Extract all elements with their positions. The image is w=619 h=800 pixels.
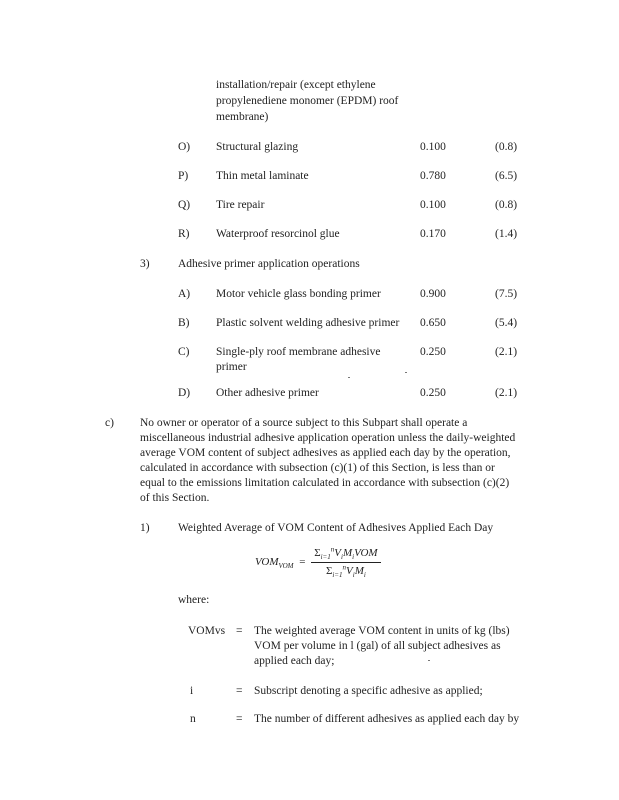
item-r-alt: (1.4) [495, 228, 518, 240]
item-p-name: Thin metal laminate [216, 170, 309, 182]
scan-speck [348, 377, 350, 378]
item-o-label: O) [178, 141, 191, 153]
subsection-1-label: 1) [140, 522, 150, 534]
primer-c-name-line2: primer [216, 361, 247, 373]
primer-a-name: Motor vehicle glass bonding primer [216, 288, 381, 300]
item-r-label: R) [178, 228, 190, 240]
def-vomvs-sign: = [236, 625, 243, 637]
primer-b-alt: (5.4) [495, 317, 518, 329]
primer-d-value: 0.250 [420, 387, 446, 399]
item-p-value: 0.780 [420, 170, 446, 182]
primer-b-value: 0.650 [420, 317, 446, 329]
primer-c-label: C) [178, 346, 190, 358]
primer-section-title: Adhesive primer application operations [178, 258, 360, 270]
item-o-value: 0.100 [420, 141, 446, 153]
primer-b-name: Plastic solvent welding adhesive primer [216, 317, 400, 329]
def-vomvs-term: VOMvs [188, 625, 226, 637]
primer-d-name: Other adhesive primer [216, 387, 319, 399]
def-i-term: i [190, 685, 194, 697]
item-r-name: Waterproof resorcinol glue [216, 228, 340, 240]
def-n-sign: = [236, 713, 243, 725]
weighted-average-formula [255, 546, 381, 579]
item-p-alt: (6.5) [495, 170, 518, 182]
def-i-sign: = [236, 685, 243, 697]
item-r-value: 0.170 [420, 228, 446, 240]
continuation-line-3: membrane) [216, 111, 269, 123]
item-q-alt: (0.8) [495, 199, 518, 211]
primer-c-alt: (2.1) [495, 346, 518, 358]
primer-d-label: D) [178, 387, 191, 399]
item-o-alt: (0.8) [495, 141, 518, 153]
scan-speck [405, 372, 407, 373]
paragraph-c-label: c) [105, 417, 114, 429]
def-vomvs-line-1: The weighted average VOM content in units of kg (lbs) [254, 625, 510, 637]
formula-equals: = [299, 556, 306, 569]
item-p-label: P) [178, 170, 189, 182]
continuation-line-2: propylenediene monomer (EPDM) roof [216, 95, 399, 107]
where-label: where: [178, 594, 210, 606]
formula-lhs: $VOM_{VOM}$ [255, 556, 294, 571]
primer-c-value: 0.250 [420, 346, 446, 358]
paragraph-c-line-1: No owner or operator of a source subject to this Subpart shall operate a [140, 417, 468, 429]
def-i-line-1: Subscript denoting a specific adhesive as applied; [254, 685, 483, 697]
primer-b-label: B) [178, 317, 190, 329]
formula-denominator: $\Sigma_{i=1}^nV_iM_i$ [325, 563, 366, 580]
def-n-line-1: The number of different adhesives as applied each day by [254, 713, 520, 725]
primer-a-value: 0.900 [420, 288, 446, 300]
paragraph-c-line-5: equal to the emissions limitation calculated in accordance with subsection (c)(2) [140, 477, 510, 489]
item-o-name: Structural glazing [216, 141, 299, 153]
primer-d-alt: (2.1) [495, 387, 518, 399]
primer-a-label: A) [178, 288, 191, 300]
primer-c-name-line1: Single-ply roof membrane adhesive [216, 346, 381, 358]
primer-a-alt: (7.5) [495, 288, 518, 300]
paragraph-c-line-4: calculated in accordance with subsection (c)(1) of this Section, is less than or [140, 462, 495, 474]
def-vomvs-line-3: applied each day; [254, 655, 335, 667]
item-q-name: Tire repair [216, 199, 265, 211]
def-n-term: n [190, 713, 196, 725]
subsection-1-title: Weighted Average of VOM Content of Adhesives Applied Each Day [178, 522, 494, 534]
paragraph-c-line-2: miscellaneous industrial adhesive application operation unless the daily-weighted [140, 432, 516, 444]
formula-numerator: $\Sigma_{i=1}^nV_iM_iVOM$ [311, 546, 380, 563]
paragraph-c-line-6: of this Section. [140, 492, 210, 504]
def-vomvs-line-2: VOM per volume in l (gal) of all subject adhesives as [254, 640, 501, 652]
continuation-line-1: installation/repair (except ethylene [216, 79, 376, 91]
formula-fraction [311, 546, 380, 579]
scan-speck [428, 660, 430, 661]
paragraph-c-line-3: average VOM content of subject adhesives as applied each day by the operation, [140, 447, 511, 459]
item-q-value: 0.100 [420, 199, 446, 211]
primer-section-label: 3) [140, 258, 150, 270]
item-q-label: Q) [178, 199, 191, 211]
